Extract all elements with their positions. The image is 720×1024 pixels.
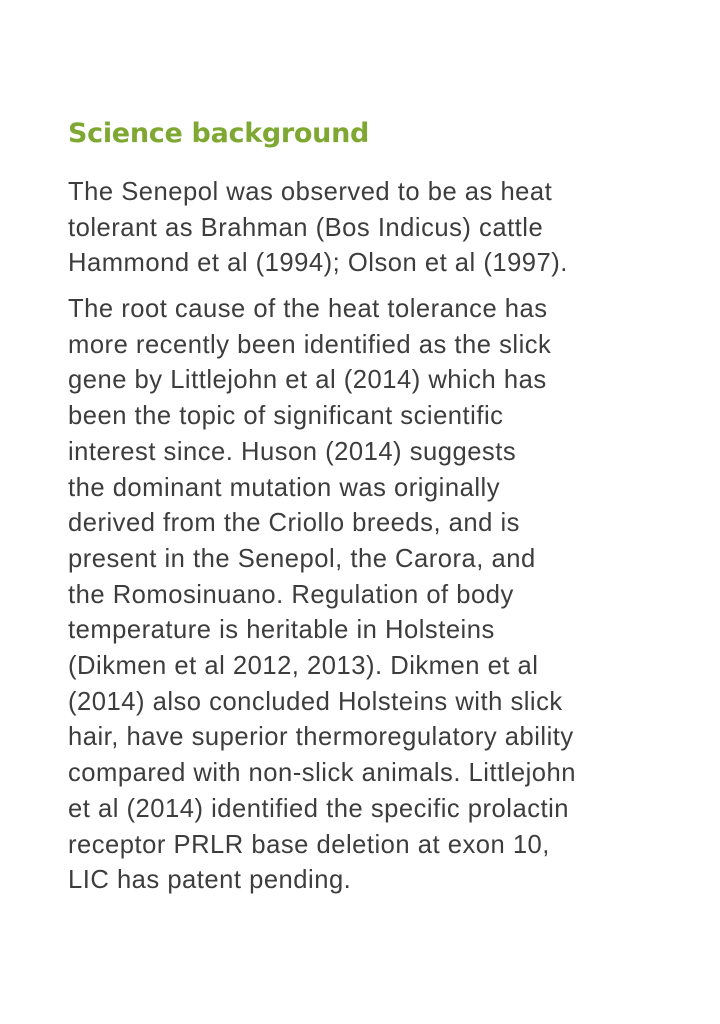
paragraph-line: gene by Littlejohn et al (2014) which has — [68, 366, 547, 395]
paragraph-line: been the topic of significant scientific — [68, 402, 504, 431]
paragraph-line: (Dikmen et al 2012, 2013). Dikmen et al — [68, 652, 539, 681]
paragraph-line: the Romosinuano. Regulation of body — [68, 580, 514, 609]
paragraph-line: temperature is heritable in Holsteins — [68, 616, 495, 645]
paragraph-slick-gene — [68, 292, 668, 899]
paragraph-line: The root cause of the heat tolerance has — [68, 295, 548, 323]
paragraph-line: Hammond et al (1994); Olson et al (1997). — [68, 249, 568, 278]
paragraph-line: present in the Senepol, the Carora, and — [68, 544, 536, 573]
section-heading: Science background — [68, 118, 370, 149]
paragraph-line: (2014) also concluded Holsteins with slick — [68, 687, 563, 716]
paragraph-heat-tolerance — [68, 175, 668, 282]
paragraph-line: The Senepol was observed to be as heat — [68, 178, 553, 206]
paragraph-line: interest since. Huson (2014) suggests — [68, 437, 517, 466]
paragraph-line: derived from the Criollo breeds, and is — [68, 509, 520, 538]
paragraph-line: LIC has patent pending. — [68, 866, 352, 895]
paragraph-line: hair, have superior thermoregulatory ability — [68, 723, 574, 752]
paragraph-line: compared with non-slick animals. Littlejohn — [68, 759, 577, 788]
paragraph-line: the dominant mutation was originally — [68, 473, 500, 502]
paragraph-line: more recently been identified as the slick — [68, 330, 552, 359]
paragraph-line: tolerant as Brahman (Bos Indicus) cattle — [68, 213, 544, 242]
paragraph-line: receptor PRLR base deletion at exon 10, — [68, 830, 550, 859]
paragraph-line: et al (2014) identified the specific prolactin — [68, 794, 570, 823]
